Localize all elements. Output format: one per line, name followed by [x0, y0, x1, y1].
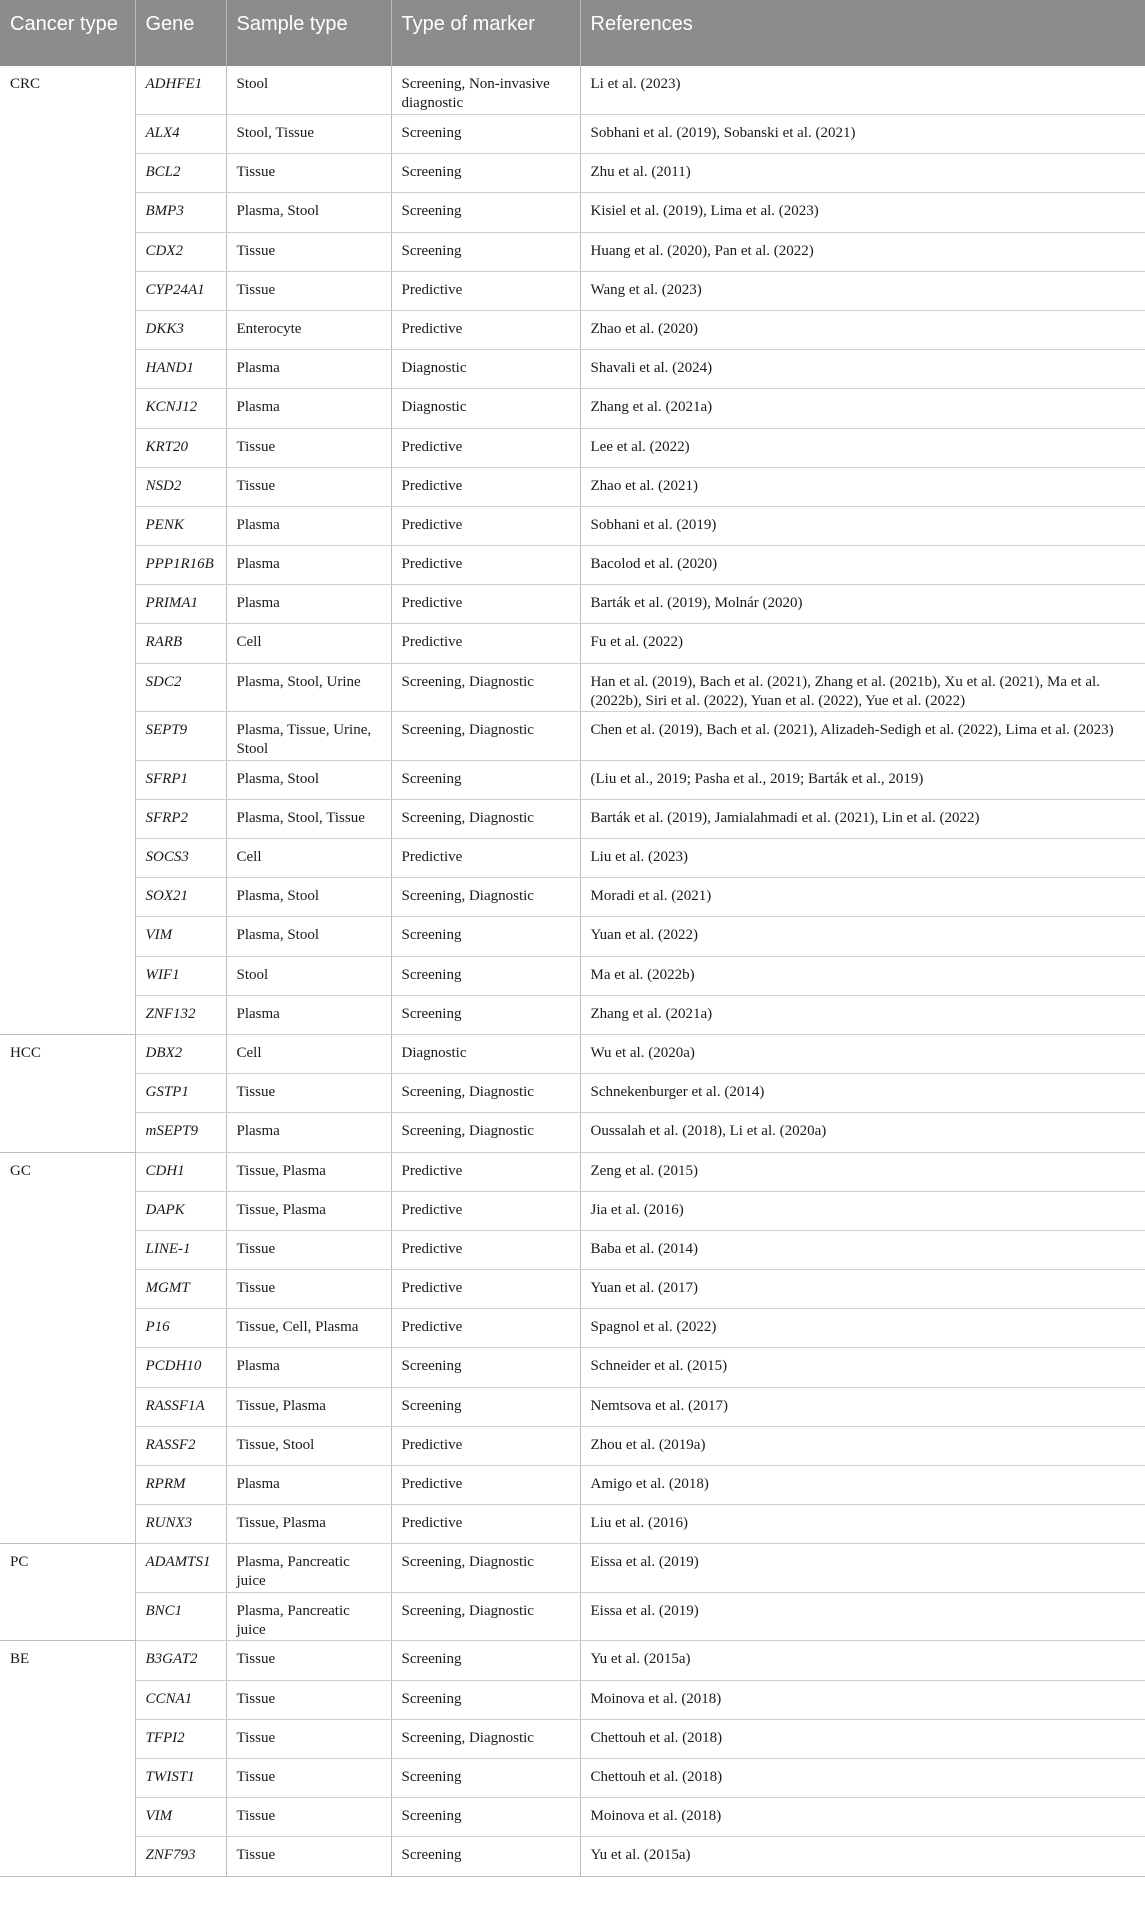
table-row: [0, 232, 1145, 271]
table-row: [0, 1837, 1145, 1876]
marker-type-cell: Predictive: [391, 428, 580, 467]
sample-type-cell: Tissue: [226, 1641, 391, 1680]
table-row: [0, 1387, 1145, 1426]
gene-cell: PENK: [135, 506, 226, 545]
sample-type-cell: Plasma, Stool: [226, 193, 391, 232]
marker-type-cell: Screening, Diagnostic: [391, 1719, 580, 1758]
sample-type-cell: Plasma: [226, 350, 391, 389]
sample-type-cell: Tissue: [226, 154, 391, 193]
references-cell: Barták et al. (2019), Molnár (2020): [580, 585, 1145, 624]
references-cell: Zhang et al. (2021a): [580, 995, 1145, 1034]
table-row: [0, 1426, 1145, 1465]
table-row: [0, 271, 1145, 310]
gene-cell: ADAMTS1: [135, 1544, 226, 1593]
sample-type-cell: Plasma, Pancreatic juice: [226, 1592, 391, 1641]
sample-type-cell: Tissue: [226, 1758, 391, 1797]
table-row: [0, 1466, 1145, 1505]
sample-type-cell: Plasma, Stool, Tissue: [226, 799, 391, 838]
gene-cell: SOCS3: [135, 839, 226, 878]
sample-type-cell: Tissue, Cell, Plasma: [226, 1309, 391, 1348]
marker-type-cell: Screening, Diagnostic: [391, 878, 580, 917]
table-row: [0, 917, 1145, 956]
gene-cell: RUNX3: [135, 1505, 226, 1544]
table-row: [0, 1348, 1145, 1387]
marker-type-cell: Predictive: [391, 467, 580, 506]
gene-cell: CDX2: [135, 232, 226, 271]
gene-cell: ALX4: [135, 115, 226, 154]
marker-type-cell: Predictive: [391, 1309, 580, 1348]
table-row: [0, 1113, 1145, 1152]
references-cell: Eissa et al. (2019): [580, 1544, 1145, 1593]
references-cell: Wu et al. (2020a): [580, 1034, 1145, 1073]
marker-type-cell: Screening: [391, 760, 580, 799]
sample-type-cell: Tissue, Plasma: [226, 1505, 391, 1544]
references-cell: Li et al. (2023): [580, 66, 1145, 115]
sample-type-cell: Plasma: [226, 1348, 391, 1387]
references-cell: (Liu et al., 2019; Pasha et al., 2019; Barták et al., 2019): [580, 760, 1145, 799]
marker-type-cell: Screening: [391, 1641, 580, 1680]
sample-type-cell: Plasma: [226, 995, 391, 1034]
table-row: [0, 1798, 1145, 1837]
sample-type-cell: Tissue: [226, 467, 391, 506]
marker-type-cell: Screening: [391, 1758, 580, 1797]
marker-type-cell: Screening: [391, 193, 580, 232]
table-row: [0, 839, 1145, 878]
marker-type-cell: Predictive: [391, 271, 580, 310]
table-row: [0, 154, 1145, 193]
marker-type-cell: Screening, Diagnostic: [391, 1592, 580, 1641]
marker-type-cell: Predictive: [391, 506, 580, 545]
references-cell: Sobhani et al. (2019): [580, 506, 1145, 545]
marker-type-cell: Predictive: [391, 624, 580, 663]
sample-type-cell: Tissue: [226, 1719, 391, 1758]
table-row: [0, 389, 1145, 428]
marker-type-cell: Predictive: [391, 310, 580, 349]
sample-type-cell: Tissue: [226, 271, 391, 310]
marker-type-cell: Screening: [391, 1798, 580, 1837]
marker-type-cell: Predictive: [391, 1505, 580, 1544]
gene-cell: B3GAT2: [135, 1641, 226, 1680]
sample-type-cell: Plasma, Stool: [226, 878, 391, 917]
gene-cell: PPP1R16B: [135, 546, 226, 585]
sample-type-cell: Tissue, Plasma: [226, 1191, 391, 1230]
table-row: [0, 1230, 1145, 1269]
marker-type-cell: Predictive: [391, 1466, 580, 1505]
sample-type-cell: Plasma: [226, 1113, 391, 1152]
references-cell: Baba et al. (2014): [580, 1230, 1145, 1269]
references-cell: Shavali et al. (2024): [580, 350, 1145, 389]
marker-type-cell: Screening, Diagnostic: [391, 1074, 580, 1113]
table-row: [0, 1680, 1145, 1719]
gene-cell: ZNF793: [135, 1837, 226, 1876]
gene-cell: HAND1: [135, 350, 226, 389]
references-cell: Moinova et al. (2018): [580, 1680, 1145, 1719]
marker-type-cell: Screening: [391, 1680, 580, 1719]
table-row: [0, 115, 1145, 154]
marker-type-cell: Screening: [391, 115, 580, 154]
table-row: [0, 1034, 1145, 1073]
marker-type-cell: Screening: [391, 232, 580, 271]
header-type-of-marker: Type of marker: [391, 0, 580, 66]
header-gene: Gene: [135, 0, 226, 66]
marker-type-cell: Predictive: [391, 839, 580, 878]
marker-type-cell: Screening, Diagnostic: [391, 712, 580, 761]
table-row: [0, 624, 1145, 663]
gene-cell: SDC2: [135, 663, 226, 712]
gene-cell: CDH1: [135, 1152, 226, 1191]
header-references: References: [580, 0, 1145, 66]
references-cell: Zhou et al. (2019a): [580, 1426, 1145, 1465]
marker-type-cell: Predictive: [391, 546, 580, 585]
table-body: [0, 66, 1145, 1876]
table-row: [0, 1191, 1145, 1230]
sample-type-cell: Plasma: [226, 585, 391, 624]
gene-cell: LINE-1: [135, 1230, 226, 1269]
references-cell: Chettouh et al. (2018): [580, 1758, 1145, 1797]
marker-type-cell: Predictive: [391, 1152, 580, 1191]
cancer-type-cell: GC: [0, 1152, 135, 1544]
sample-type-cell: Plasma: [226, 506, 391, 545]
table-row: [0, 1592, 1145, 1641]
gene-cell: MGMT: [135, 1270, 226, 1309]
sample-type-cell: Stool: [226, 956, 391, 995]
references-cell: Schneider et al. (2015): [580, 1348, 1145, 1387]
references-cell: Sobhani et al. (2019), Sobanski et al. (2021): [580, 115, 1145, 154]
sample-type-cell: Cell: [226, 839, 391, 878]
marker-type-cell: Screening, Diagnostic: [391, 799, 580, 838]
marker-type-cell: Diagnostic: [391, 1034, 580, 1073]
sample-type-cell: Plasma: [226, 546, 391, 585]
gene-cell: SOX21: [135, 878, 226, 917]
marker-type-cell: Diagnostic: [391, 389, 580, 428]
references-cell: Han et al. (2019), Bach et al. (2021), Zhang et al. (2021b), Xu et al. (2021), Ma et al. (2022b), Siri et al. (2022), Yuan et al. (2022), Yue et al. (2022): [580, 663, 1145, 712]
table-row: [0, 310, 1145, 349]
gene-cell: VIM: [135, 917, 226, 956]
references-cell: Zhao et al. (2021): [580, 467, 1145, 506]
marker-type-cell: Predictive: [391, 1191, 580, 1230]
gene-cell: DAPK: [135, 1191, 226, 1230]
references-cell: Zhao et al. (2020): [580, 310, 1145, 349]
gene-cell: DBX2: [135, 1034, 226, 1073]
marker-type-cell: Screening, Diagnostic: [391, 1544, 580, 1593]
references-cell: Zhang et al. (2021a): [580, 389, 1145, 428]
references-cell: Nemtsova et al. (2017): [580, 1387, 1145, 1426]
sample-type-cell: Plasma, Stool: [226, 760, 391, 799]
sample-type-cell: Tissue: [226, 232, 391, 271]
table-row: [0, 66, 1145, 115]
gene-cell: RASSF2: [135, 1426, 226, 1465]
marker-type-cell: Screening: [391, 154, 580, 193]
sample-type-cell: Enterocyte: [226, 310, 391, 349]
header-sample-type: Sample type: [226, 0, 391, 66]
header-cancer-type: Cancer type: [0, 0, 135, 66]
gene-cell: VIM: [135, 1798, 226, 1837]
references-cell: Moinova et al. (2018): [580, 1798, 1145, 1837]
table-row: [0, 193, 1145, 232]
gene-cell: TWIST1: [135, 1758, 226, 1797]
table-row: [0, 995, 1145, 1034]
sample-type-cell: Cell: [226, 1034, 391, 1073]
sample-type-cell: Tissue: [226, 1270, 391, 1309]
references-cell: Eissa et al. (2019): [580, 1592, 1145, 1641]
references-cell: Liu et al. (2016): [580, 1505, 1145, 1544]
references-cell: Huang et al. (2020), Pan et al. (2022): [580, 232, 1145, 271]
sample-type-cell: Tissue: [226, 1230, 391, 1269]
cancer-type-cell: BE: [0, 1641, 135, 1876]
cancer-type-cell: HCC: [0, 1034, 135, 1152]
gene-cell: mSEPT9: [135, 1113, 226, 1152]
sample-type-cell: Tissue, Plasma: [226, 1152, 391, 1191]
table-row: [0, 1309, 1145, 1348]
marker-type-cell: Screening: [391, 917, 580, 956]
table-row: [0, 467, 1145, 506]
marker-type-cell: Screening: [391, 956, 580, 995]
sample-type-cell: Tissue: [226, 1837, 391, 1876]
references-cell: Bacolod et al. (2020): [580, 546, 1145, 585]
marker-type-cell: Predictive: [391, 585, 580, 624]
table-row: [0, 712, 1145, 761]
references-cell: Schnekenburger et al. (2014): [580, 1074, 1145, 1113]
table-row: [0, 350, 1145, 389]
gene-cell: CCNA1: [135, 1680, 226, 1719]
gene-cell: GSTP1: [135, 1074, 226, 1113]
references-cell: Yuan et al. (2022): [580, 917, 1145, 956]
references-cell: Chettouh et al. (2018): [580, 1719, 1145, 1758]
gene-cell: CYP24A1: [135, 271, 226, 310]
gene-cell: BNC1: [135, 1592, 226, 1641]
marker-type-cell: Screening: [391, 1837, 580, 1876]
sample-type-cell: Stool: [226, 66, 391, 115]
references-cell: Fu et al. (2022): [580, 624, 1145, 663]
sample-type-cell: Plasma: [226, 389, 391, 428]
gene-cell: KRT20: [135, 428, 226, 467]
references-cell: Oussalah et al. (2018), Li et al. (2020a): [580, 1113, 1145, 1152]
sample-type-cell: Plasma: [226, 1466, 391, 1505]
sample-type-cell: Plasma, Stool, Urine: [226, 663, 391, 712]
gene-cell: PCDH10: [135, 1348, 226, 1387]
table-row: [0, 663, 1145, 712]
gene-cell: TFPI2: [135, 1719, 226, 1758]
table-row: [0, 585, 1145, 624]
table-row: [0, 956, 1145, 995]
table-row: [0, 1758, 1145, 1797]
table-row: [0, 1641, 1145, 1680]
references-cell: Yu et al. (2015a): [580, 1641, 1145, 1680]
references-cell: Amigo et al. (2018): [580, 1466, 1145, 1505]
marker-type-cell: Screening: [391, 995, 580, 1034]
table-row: [0, 1074, 1145, 1113]
marker-type-cell: Predictive: [391, 1426, 580, 1465]
table-row: [0, 506, 1145, 545]
references-cell: Barták et al. (2019), Jamialahmadi et al. (2021), Lin et al. (2022): [580, 799, 1145, 838]
table-row: [0, 760, 1145, 799]
marker-type-cell: Screening: [391, 1348, 580, 1387]
gene-cell: SFRP1: [135, 760, 226, 799]
references-cell: Zhu et al. (2011): [580, 154, 1145, 193]
sample-type-cell: Tissue: [226, 428, 391, 467]
gene-cell: DKK3: [135, 310, 226, 349]
references-cell: Yu et al. (2015a): [580, 1837, 1145, 1876]
marker-type-cell: Diagnostic: [391, 350, 580, 389]
table-row: [0, 428, 1145, 467]
gene-cell: RPRM: [135, 1466, 226, 1505]
gene-cell: ADHFE1: [135, 66, 226, 115]
marker-type-cell: Screening: [391, 1387, 580, 1426]
sample-type-cell: Plasma, Pancreatic juice: [226, 1544, 391, 1593]
gene-cell: ZNF132: [135, 995, 226, 1034]
table-row: [0, 1505, 1145, 1544]
references-cell: Zeng et al. (2015): [580, 1152, 1145, 1191]
table-row: [0, 878, 1145, 917]
gene-cell: RARB: [135, 624, 226, 663]
references-cell: Wang et al. (2023): [580, 271, 1145, 310]
gene-cell: BMP3: [135, 193, 226, 232]
gene-cell: SFRP2: [135, 799, 226, 838]
gene-cell: RASSF1A: [135, 1387, 226, 1426]
gene-cell: KCNJ12: [135, 389, 226, 428]
references-cell: Yuan et al. (2017): [580, 1270, 1145, 1309]
sample-type-cell: Plasma, Tissue, Urine, Stool: [226, 712, 391, 761]
table-row: [0, 1544, 1145, 1593]
gene-cell: WIF1: [135, 956, 226, 995]
references-cell: Spagnol et al. (2022): [580, 1309, 1145, 1348]
references-cell: Kisiel et al. (2019), Lima et al. (2023): [580, 193, 1145, 232]
marker-type-cell: Predictive: [391, 1270, 580, 1309]
references-cell: Liu et al. (2023): [580, 839, 1145, 878]
gene-cell: PRIMA1: [135, 585, 226, 624]
sample-type-cell: Tissue: [226, 1798, 391, 1837]
references-cell: Lee et al. (2022): [580, 428, 1145, 467]
sample-type-cell: Stool, Tissue: [226, 115, 391, 154]
table-row: [0, 799, 1145, 838]
sample-type-cell: Tissue, Stool: [226, 1426, 391, 1465]
references-cell: Jia et al. (2016): [580, 1191, 1145, 1230]
sample-type-cell: Tissue, Plasma: [226, 1387, 391, 1426]
references-cell: Ma et al. (2022b): [580, 956, 1145, 995]
gene-cell: BCL2: [135, 154, 226, 193]
gene-cell: NSD2: [135, 467, 226, 506]
marker-type-cell: Screening, Diagnostic: [391, 663, 580, 712]
table-row: [0, 1152, 1145, 1191]
table-header: [0, 0, 1145, 66]
marker-type-cell: Screening, Diagnostic: [391, 1113, 580, 1152]
gene-cell: SEPT9: [135, 712, 226, 761]
sample-type-cell: Tissue: [226, 1680, 391, 1719]
references-cell: Moradi et al. (2021): [580, 878, 1145, 917]
sample-type-cell: Tissue: [226, 1074, 391, 1113]
gene-cell: P16: [135, 1309, 226, 1348]
sample-type-cell: Plasma, Stool: [226, 917, 391, 956]
marker-type-cell: Screening, Non-invasive diagnostic: [391, 66, 580, 115]
header-row: [0, 0, 1145, 66]
table-row: [0, 1719, 1145, 1758]
sample-type-cell: Cell: [226, 624, 391, 663]
cancer-type-cell: CRC: [0, 66, 135, 1034]
table-row: [0, 546, 1145, 585]
marker-type-cell: Predictive: [391, 1230, 580, 1269]
references-cell: Chen et al. (2019), Bach et al. (2021), Alizadeh-Sedigh et al. (2022), Lima et al. (2023): [580, 712, 1145, 761]
cancer-type-cell: PC: [0, 1544, 135, 1641]
table-row: [0, 1270, 1145, 1309]
